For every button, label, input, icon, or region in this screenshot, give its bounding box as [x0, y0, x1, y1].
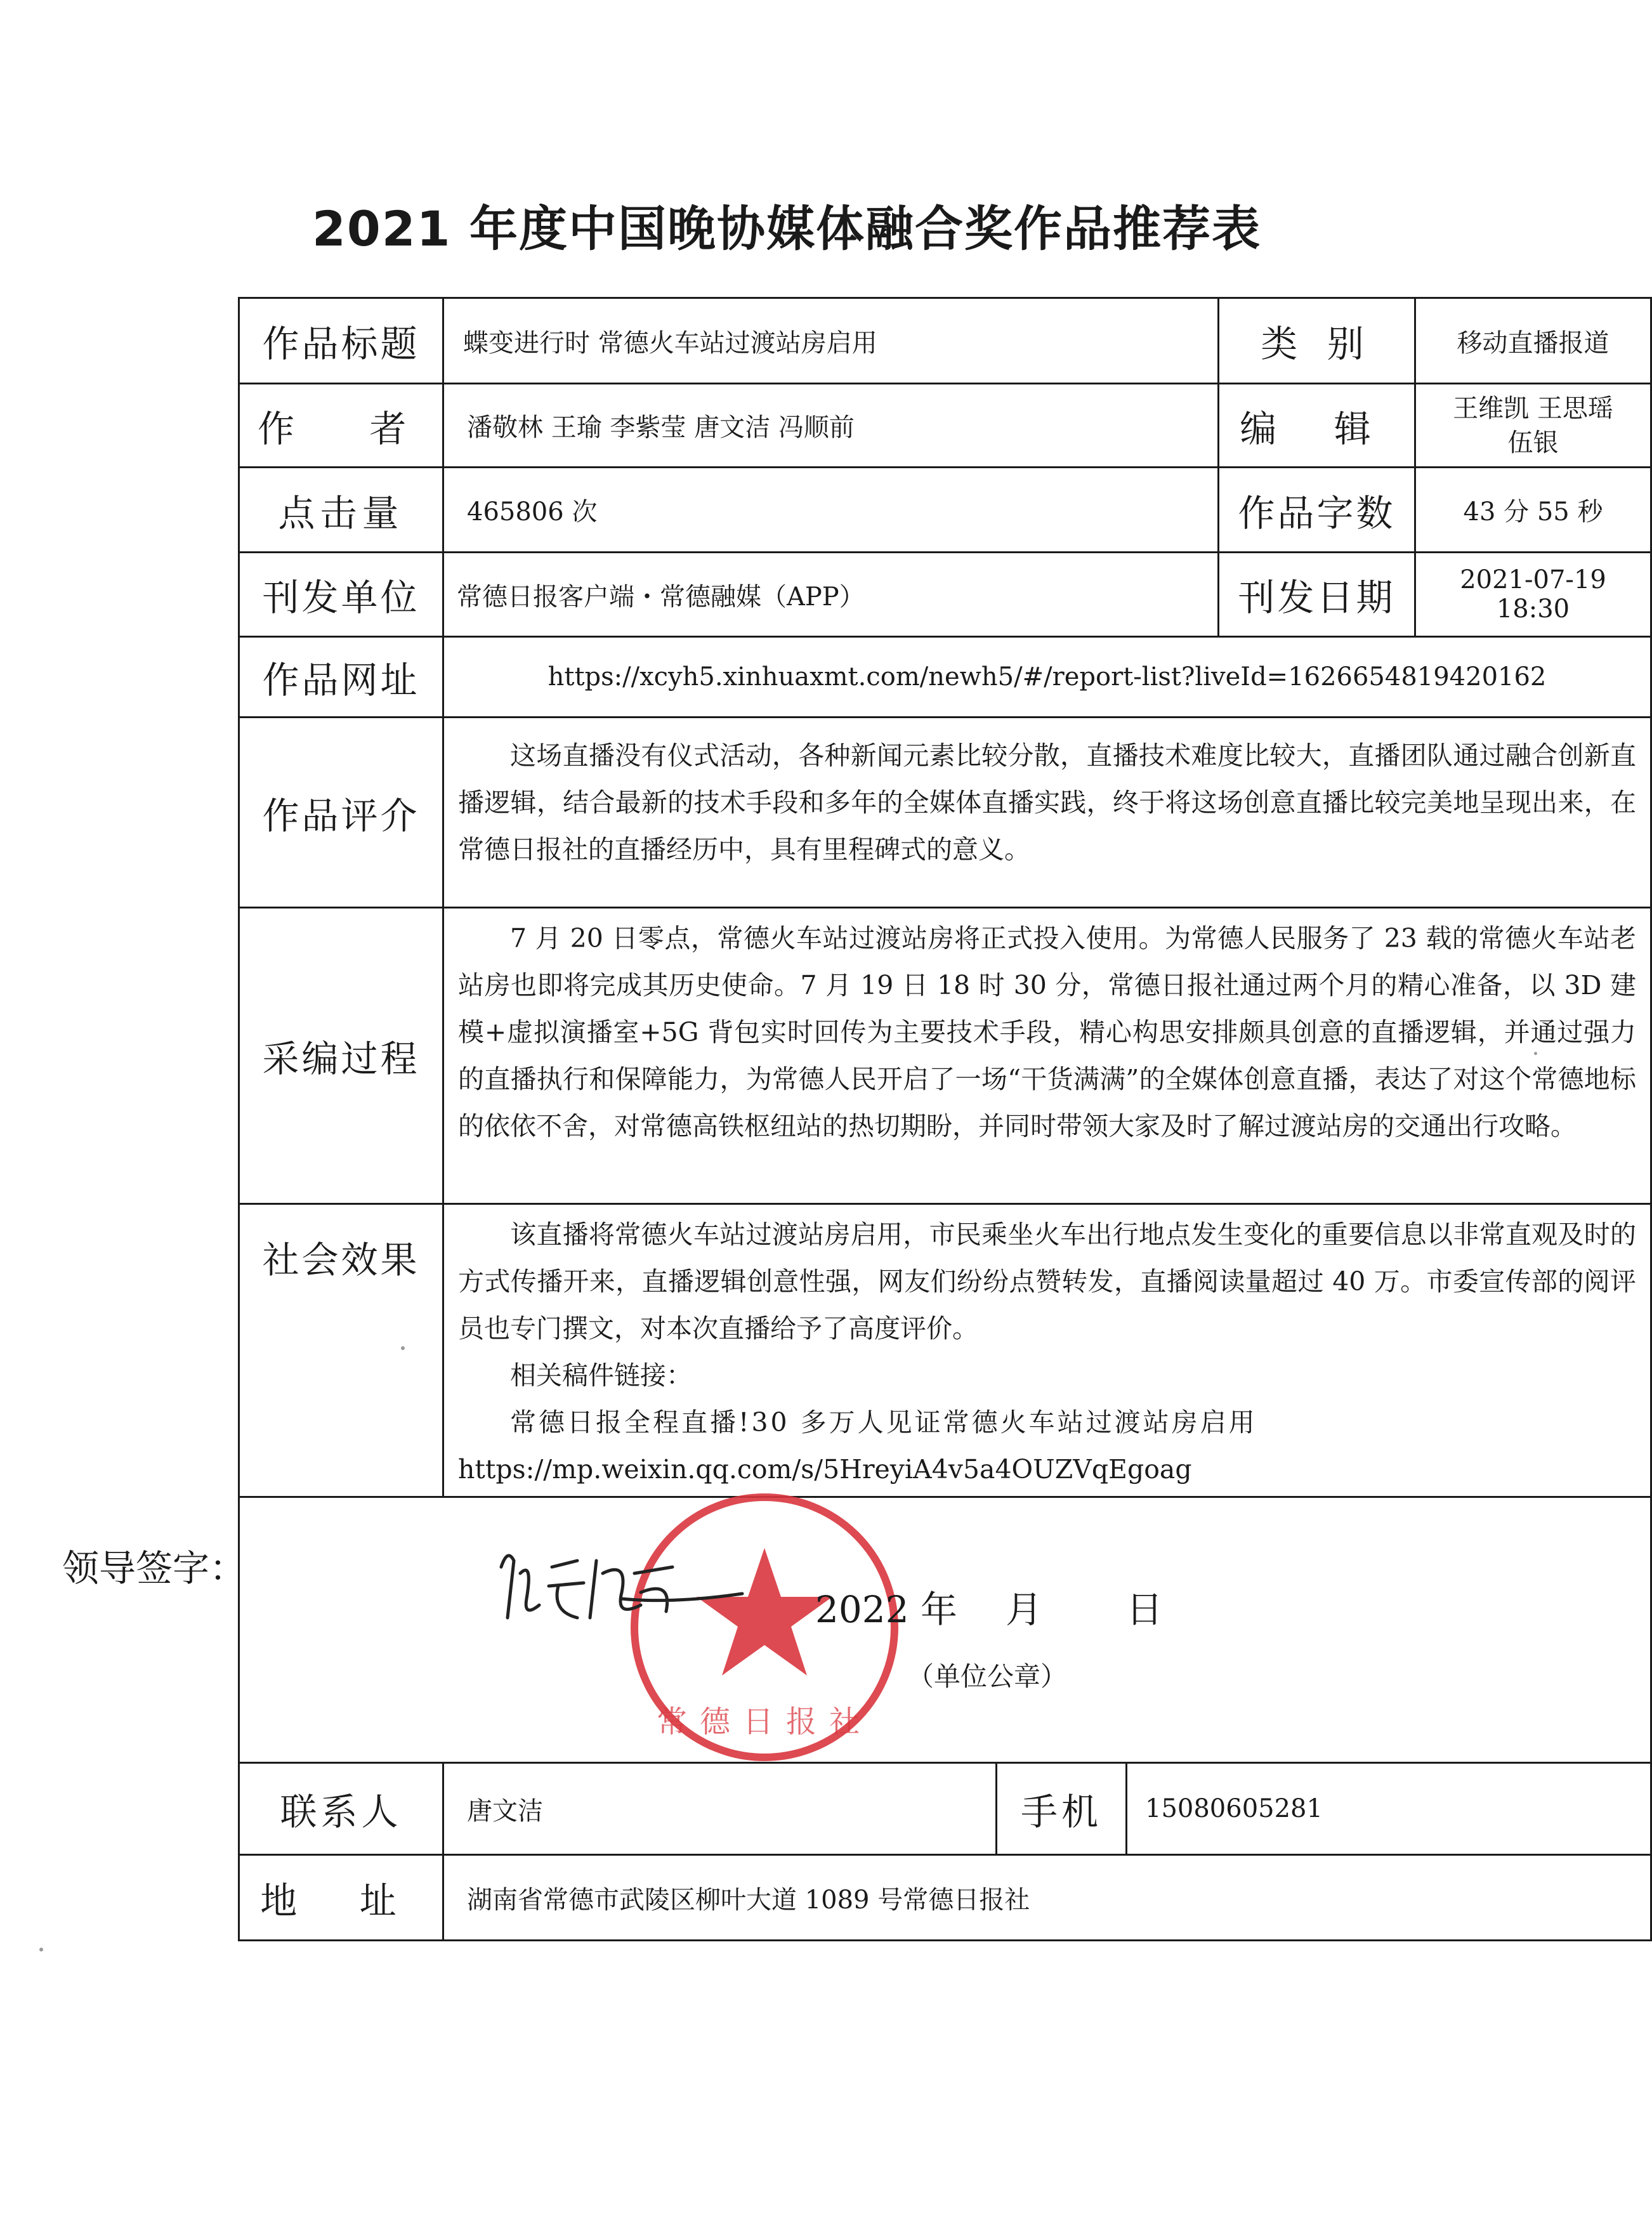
unit-seal-note: （单位公章）	[907, 1661, 1068, 1692]
signature-day: 日	[1126, 1588, 1164, 1631]
editor-value-line2: 伍银	[1507, 428, 1559, 457]
address-value: 湖南省常德市武陵区柳叶大道 1089 号常德日报社	[442, 1854, 1652, 1941]
editor-value-line1: 王维凯 王思瑶	[1453, 393, 1613, 423]
address-label: 地 址	[238, 1854, 444, 1941]
clicks-value: 465806 次	[442, 466, 1219, 553]
work-title-value: 蝶变进行时 常德火车站过渡站房启用	[442, 297, 1219, 384]
publish-date-label: 刊发日期	[1217, 551, 1416, 638]
clicks-label: 点击量	[238, 466, 444, 553]
scan-speck	[401, 1346, 405, 1350]
editor-label: 编 辑	[1217, 383, 1416, 468]
effect-link-url[interactable]: https://mp.weixin.qq.com/s/5HreyiA4v5a4OUZVqEgoag	[458, 1454, 1192, 1485]
review-text	[442, 716, 1652, 908]
form-title: 2021 年度中国晚协媒体融合奖作品推荐表	[312, 200, 1261, 257]
author-value: 潘敬林 王瑜 李紫莹 唐文洁 冯顺前	[442, 383, 1219, 468]
category-value: 移动直播报道	[1414, 297, 1652, 384]
url-label: 作品网址	[238, 636, 444, 718]
publisher-value: 常德日报客户端・常德融媒（APP）	[442, 551, 1219, 638]
word-count-label: 作品字数	[1217, 466, 1416, 553]
phone-value: 15080605281	[1125, 1762, 1652, 1856]
publisher-label: 刊发单位	[238, 551, 444, 638]
signature-month: 月	[1006, 1588, 1043, 1631]
handwritten-signature	[482, 1523, 749, 1637]
editor-value	[1414, 383, 1652, 468]
work-title-label: 作品标题	[238, 297, 444, 384]
phone-label: 手机	[995, 1762, 1127, 1856]
category-label: 类 别	[1217, 297, 1416, 384]
effect-paragraph: 该直播将常德火车站过渡站房启用，市民乘坐火车出行地点发生变化的重要信息以非常直观及时的方式传播开来，直播逻辑创意性强，网友们纷纷点赞转发，直播阅读量超过 40 万。市委宣传部的阅评员也专门撰文，对本次直播给予了高度评价。	[458, 1219, 1636, 1344]
process-text	[442, 907, 1652, 1205]
signature-year: 2022 年	[815, 1588, 958, 1631]
effect-link-title: 常德日报全程直播!30 多万人见证常德火车站过渡站房启用	[510, 1407, 1257, 1438]
seal-text: 常德日报社	[656, 1704, 873, 1740]
contact-value: 唐文洁	[442, 1762, 997, 1856]
publish-date-value: 2021-07-19 18:30	[1414, 551, 1652, 638]
scan-speck	[1534, 1052, 1537, 1055]
effect-label: 社会效果	[238, 1203, 444, 1498]
signature-label: 领导签字：	[62, 1547, 247, 1590]
word-count-value: 43 分 55 秒	[1414, 466, 1652, 553]
review-paragraph: 这场直播没有仪式活动，各种新闻元素比较分散，直播技术难度比较大，直播团队通过融合创新直播逻辑，结合最新的技术手段和多年的全媒体直播实践，终于将这场创意直播比较完美地呈现出来，在常德日报社的直播经历中，具有里程碑式的意义。	[458, 740, 1636, 865]
effect-text	[442, 1203, 1652, 1498]
effect-link-label: 相关稿件链接：	[510, 1360, 692, 1391]
process-paragraph: 7 月 20 日零点，常德火车站过渡站房将正式投入使用。为常德人民服务了 23 载的常德火车站老站房也即将完成其历史使命。7 月 19 日 18 时 30 分，常德日报社通过两个月的精心准备，以 3D 建模+虚拟演播室+5G 背包实时回传为主要技术手段，精心构思安排颇具创意的直播逻辑，并通过强力的直播执行和保障能力，为常德人民开启了一场“干货满满”的全媒体创意直播，表达了对这个常德地标的依依不舍，对常德高铁枢纽站的热切期盼，并同时带领大家及时了解过渡站房的交通出行攻略。	[458, 923, 1636, 1141]
review-label: 作品评介	[238, 716, 444, 908]
contact-label: 联系人	[238, 1762, 444, 1856]
url-value[interactable]: https://xcyh5.xinhuaxmt.com/newh5/#/report-list?liveId=1626654819420162	[442, 636, 1652, 718]
scan-speck	[39, 1948, 43, 1951]
author-label: 作 者	[238, 383, 444, 468]
process-label: 采编过程	[238, 907, 444, 1205]
